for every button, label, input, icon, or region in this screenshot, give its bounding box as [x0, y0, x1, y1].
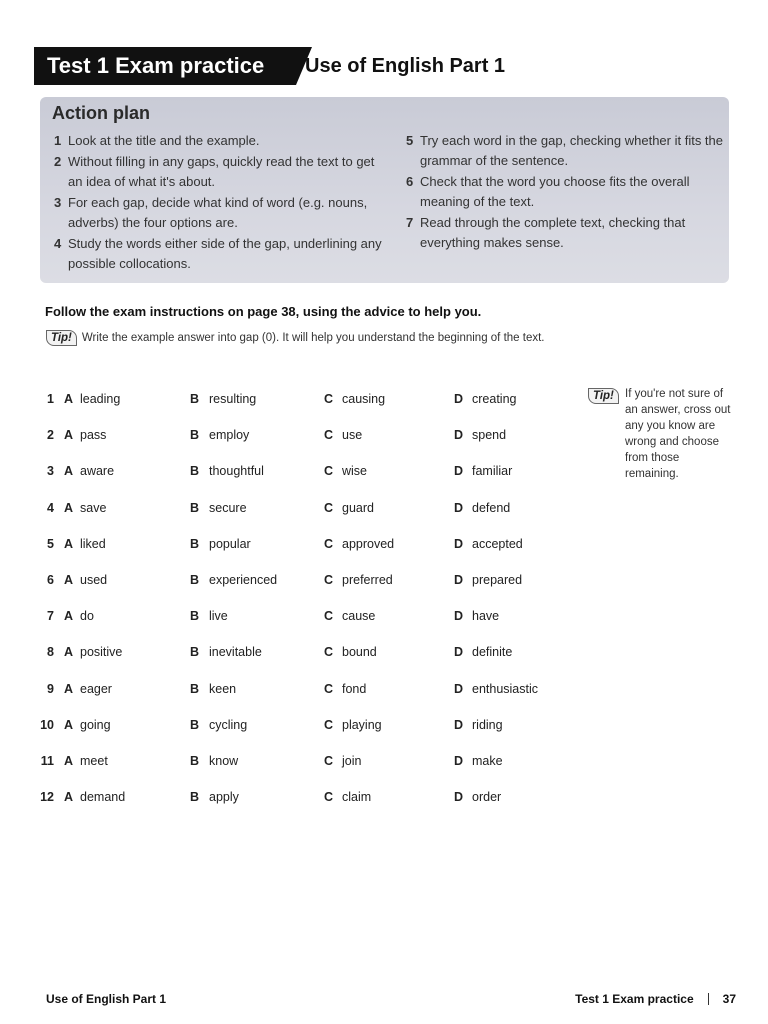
option-letter-a: A — [64, 536, 74, 551]
question-row — [36, 570, 576, 606]
question-row — [36, 715, 576, 751]
tip-badge: Tip! — [46, 330, 77, 346]
question-row — [36, 498, 576, 534]
step-text: Study the words either side of the gap, underlining any possible collocations. — [68, 236, 382, 271]
action-plan-step — [54, 193, 384, 233]
tip-text: Write the example answer into gap (0). It will help you understand the beginning of the text. — [81, 332, 545, 344]
option-letter-c: C — [324, 464, 334, 479]
step-number: 3 — [54, 195, 62, 210]
option-letter-a: A — [64, 645, 74, 660]
option-b: know — [209, 753, 239, 768]
option-letter-a: A — [64, 753, 74, 768]
option-letter-c: C — [324, 572, 334, 587]
step-number: 7 — [406, 215, 414, 230]
action-plan-step — [54, 152, 384, 192]
option-letter-c: C — [324, 428, 334, 443]
action-plan-step — [406, 213, 726, 253]
option-b: employ — [209, 428, 250, 443]
question-number: 11 — [40, 753, 54, 768]
option-letter-d: D — [454, 609, 464, 624]
action-plan-step — [406, 172, 726, 212]
tip-badge: Tip! — [588, 388, 619, 404]
option-letter-b: B — [190, 536, 200, 551]
option-letter-a: A — [64, 392, 74, 406]
question-row — [36, 751, 576, 787]
question-number: 3 — [47, 464, 54, 479]
option-d: defend — [472, 500, 511, 515]
option-letter-b: B — [190, 790, 200, 805]
option-a: save — [80, 500, 107, 515]
option-c: cause — [342, 609, 376, 624]
step-text: Read through the complete text, checking that everything makes sense. — [420, 215, 686, 250]
question-number: 4 — [47, 500, 54, 515]
option-c: bound — [342, 645, 377, 660]
option-letter-b: B — [190, 609, 200, 624]
option-letter-c: C — [324, 645, 334, 660]
option-letter-a: A — [64, 790, 74, 805]
option-letter-d: D — [454, 500, 464, 515]
option-letter-c: C — [324, 500, 334, 515]
action-plan-step — [406, 131, 726, 171]
option-letter-b: B — [190, 572, 200, 587]
option-letter-b: B — [190, 428, 200, 443]
option-a: demand — [80, 790, 126, 805]
option-c: fond — [342, 681, 367, 696]
option-d: order — [472, 790, 502, 805]
option-c: playing — [342, 717, 382, 732]
question-row — [36, 787, 576, 823]
option-a: positive — [80, 645, 123, 660]
option-b: secure — [209, 500, 247, 515]
page-number: 37 — [722, 992, 736, 1006]
question-row — [36, 642, 576, 678]
option-b: experienced — [209, 572, 278, 587]
option-a: aware — [80, 464, 115, 479]
step-number: 1 — [54, 133, 62, 148]
action-plan-box — [40, 97, 729, 283]
option-a: eager — [80, 681, 112, 696]
option-a: do — [80, 609, 94, 624]
option-c: claim — [342, 790, 372, 805]
option-b: live — [209, 609, 228, 624]
option-letter-b: B — [190, 681, 200, 696]
option-d: enthusiastic — [472, 681, 539, 696]
footer-test-label: Test 1 Exam practice — [575, 992, 694, 1006]
question-row — [36, 606, 576, 642]
option-letter-c: C — [324, 753, 334, 768]
option-letter-d: D — [454, 572, 464, 587]
option-letter-b: B — [190, 464, 200, 479]
option-letter-a: A — [64, 717, 74, 732]
footer-section-label: Use of English Part 1 — [46, 992, 167, 1006]
question-number: 2 — [47, 428, 54, 443]
option-d: make — [472, 753, 503, 768]
option-c: preferred — [342, 572, 393, 587]
question-row — [36, 461, 576, 497]
action-plan-step — [54, 131, 384, 151]
step-number: 2 — [54, 154, 62, 169]
option-d: familiar — [472, 464, 513, 479]
option-c: causing — [342, 392, 386, 406]
option-b: inevitable — [209, 645, 262, 660]
question-row — [36, 389, 576, 425]
question-number: 12 — [40, 790, 54, 805]
exam-instructions: Follow the exam instructions on page 38, using the advice to help you. — [45, 304, 482, 319]
option-c: wise — [342, 464, 368, 479]
option-letter-c: C — [324, 681, 334, 696]
option-b: popular — [209, 536, 251, 551]
option-c: approved — [342, 536, 395, 551]
option-letter-b: B — [190, 392, 200, 406]
option-letter-c: C — [324, 536, 334, 551]
step-text: Try each word in the gap, checking whether it fits the grammar of the sentence. — [420, 133, 724, 168]
option-letter-d: D — [454, 717, 464, 732]
tip-example — [46, 330, 545, 346]
option-letter-b: B — [190, 753, 200, 768]
option-c: join — [342, 753, 362, 768]
question-row — [36, 534, 576, 570]
option-letter-d: D — [454, 681, 464, 696]
question-number: 5 — [47, 536, 54, 551]
test-title-tab: Test 1 Exam practice — [34, 47, 296, 85]
question-number: 8 — [47, 645, 54, 660]
option-letter-b: B — [190, 500, 200, 515]
step-number: 5 — [406, 133, 414, 148]
option-d: definite — [472, 645, 513, 660]
option-letter-c: C — [324, 609, 334, 624]
option-d: creating — [472, 392, 517, 406]
option-d: have — [472, 609, 500, 624]
option-letter-b: B — [190, 717, 200, 732]
step-text: Look at the title and the example. — [68, 133, 260, 148]
option-b: apply — [209, 790, 239, 805]
option-letter-a: A — [64, 500, 74, 515]
option-c: guard — [342, 500, 374, 515]
action-plan-title: Action plan — [52, 103, 150, 123]
step-text: Check that the word you choose fits the overall meaning of the text. — [420, 174, 690, 209]
option-letter-b: B — [190, 645, 200, 660]
option-letter-d: D — [454, 536, 464, 551]
option-b: keen — [209, 681, 237, 696]
option-letter-c: C — [324, 392, 334, 406]
action-plan-right-column — [406, 131, 726, 254]
option-c: use — [342, 428, 363, 443]
option-letter-d: D — [454, 464, 464, 479]
question-row — [36, 679, 576, 715]
option-letter-d: D — [454, 790, 464, 805]
option-a: pass — [80, 428, 107, 443]
footer-right — [575, 992, 736, 1006]
option-b: cycling — [209, 717, 248, 732]
question-row — [36, 425, 576, 461]
side-tip-text: If you're not sure of an answer, cross out any you know are wrong and choose from those remaining. — [625, 388, 731, 480]
option-letter-a: A — [64, 572, 74, 587]
step-text: Without filling in any gaps, quickly read the text to get an idea of what it's about. — [68, 154, 375, 189]
action-plan-left-column — [54, 131, 384, 275]
option-a: going — [80, 717, 111, 732]
option-a: used — [80, 572, 108, 587]
option-letter-a: A — [64, 609, 74, 624]
question-number: 7 — [47, 609, 54, 624]
option-letter-d: D — [454, 428, 464, 443]
option-letter-c: C — [324, 790, 334, 805]
page-header — [34, 47, 734, 85]
footer-divider — [708, 993, 709, 1005]
option-a: liked — [80, 536, 106, 551]
option-d: spend — [472, 428, 507, 443]
section-title: Use of English Part 1 — [305, 55, 506, 77]
option-letter-a: A — [64, 681, 74, 696]
option-d: riding — [472, 717, 503, 732]
option-letter-a: A — [64, 428, 74, 443]
option-a: leading — [80, 392, 121, 406]
question-number: 9 — [47, 681, 54, 696]
option-b: thoughtful — [209, 464, 264, 479]
option-letter-a: A — [64, 464, 74, 479]
option-letter-c: C — [324, 717, 334, 732]
option-a: meet — [80, 753, 108, 768]
option-d: prepared — [472, 572, 523, 587]
question-number: 10 — [40, 717, 54, 732]
question-options-grid — [36, 389, 576, 823]
action-plan-step — [54, 234, 384, 274]
step-number: 6 — [406, 174, 414, 189]
question-number: 6 — [47, 572, 54, 587]
question-number: 1 — [47, 392, 54, 406]
option-d: accepted — [472, 536, 523, 551]
step-number: 4 — [54, 236, 62, 251]
option-letter-d: D — [454, 753, 464, 768]
option-letter-d: D — [454, 392, 464, 406]
option-letter-d: D — [454, 645, 464, 660]
option-b: resulting — [209, 392, 257, 406]
step-text: For each gap, decide what kind of word (e.g. nouns, adverbs) the four options are. — [68, 195, 368, 230]
